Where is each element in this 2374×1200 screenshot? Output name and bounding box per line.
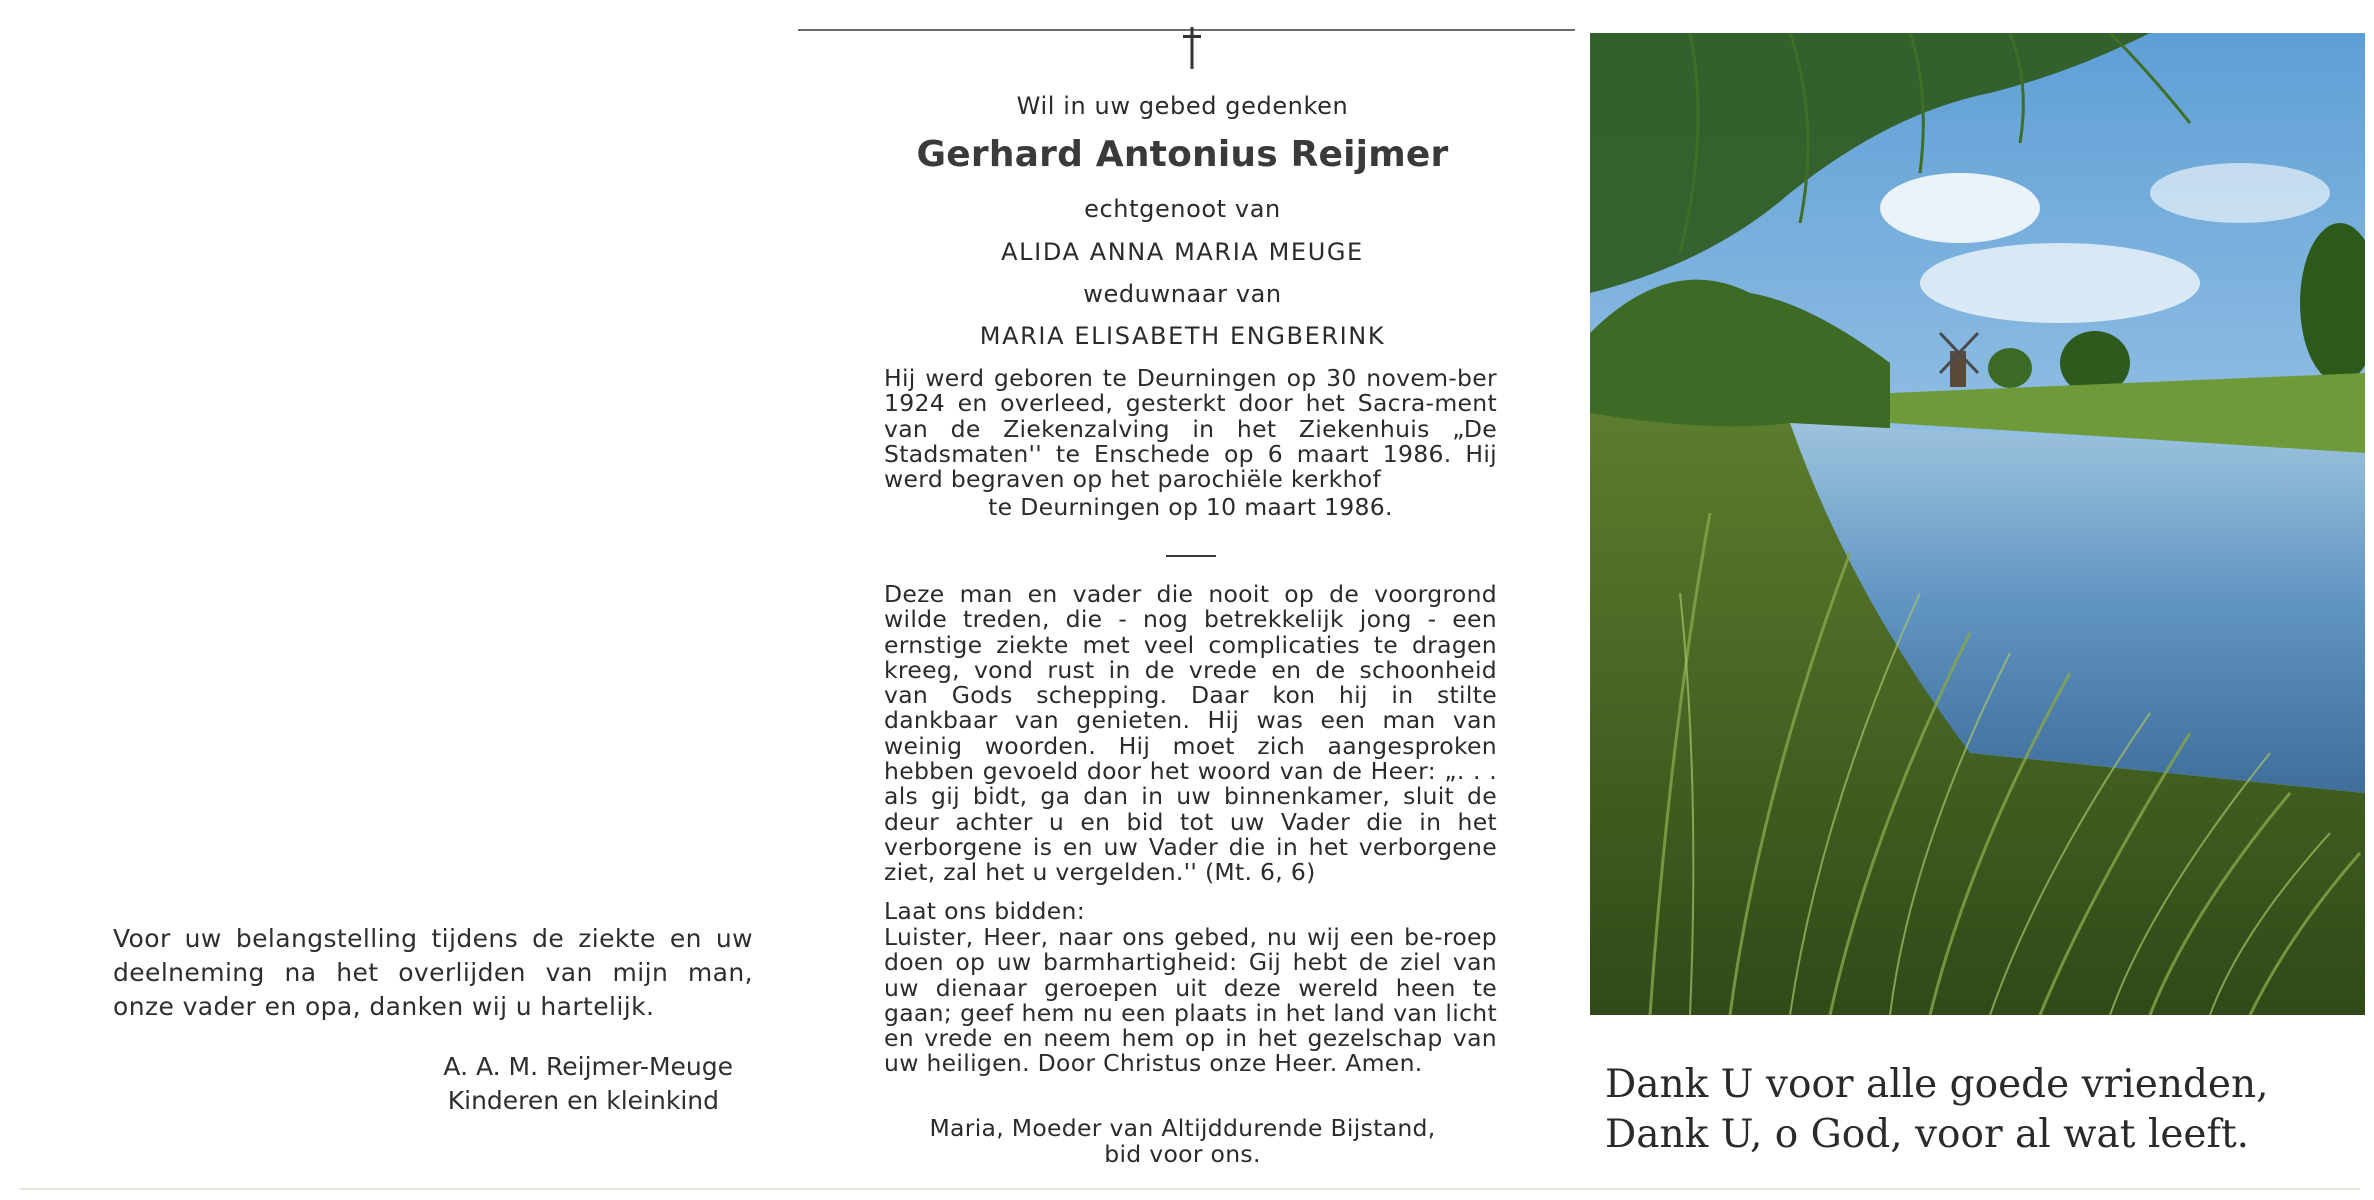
invocation-line-1: Maria, Moeder van Altijddurende Bijstand, [929,1114,1436,1142]
signature-family: Kinderen en kleinkind [447,1086,719,1115]
signature-block [300,1050,733,1118]
reflection-text: Deze man en vader die nooit op de voorgrond wilde treden, die - nog betrekkelijk jong - een ernstige ziekte met veel complicaties te dragen kreeg, vond rust in de vrede en de schoonheid van Gods schepping. Daar kon hij in stilte dankbaar van genieten. Hij was een man van weinig woorden. Hij moet zich aangesproken hebben gevoeld door het woord van de Heer: „. . . als gij bidt, ga dan in uw binnenkamer, sluit de deur achter u en bid tot uw Vader die in het verborgene is en uw Vader die in het verborgene ziet, zal het u vergelden.'' (Mt. 6, 6) [884,580,1497,887]
thank-you-panel [0,0,790,1200]
widower-label: weduwnaar van [1083,280,1282,308]
spouse-label: echtgenoot van [1084,195,1281,223]
divider [1166,555,1216,557]
signature-name: A. A. M. Reijmer-Meuge [443,1052,733,1081]
cross-icon [1182,25,1202,71]
invocation-line-2: bid voor ons. [1104,1140,1261,1168]
landscape-photo [1590,33,2365,1015]
caption-line-2: Dank U, o God, voor al wat leeft. [1605,1112,2250,1157]
memorial-text-panel [790,0,1575,1200]
prayer-title: Laat ons bidden: [884,897,1085,925]
biography-text: Hij werd geboren te Deurningen op 30 novem-ber 1924 en overleed, gesterkt door het Sacra-ment van de Ziekenzalving in het Ziekenhuis „De Stadsmaten'' te Enschede op 6 maart 1986. Hij werd begraven op het parochiële kerkhof [884,364,1497,494]
biography-last-line: te Deurningen op 10 maart 1986. [988,493,1393,521]
intro-line: Wil in uw gebed gedenken [1016,92,1349,120]
deceased-name: Gerhard Antonius Reijmer [916,134,1449,175]
thank-you-text: Voor uw belangstelling tijdens de ziekte en uw deelneming na het overlijden van mijn man, onze vader en opa, danken wij u hartelijk. [113,924,753,1021]
spouse-name: ALIDA ANNA MARIA MEUGE [1001,238,1364,266]
prayer-text: Luister, Heer, naar ons gebed, nu wij een be-roep doen op uw barmhartigheid: Gij hebt de ziel van uw dienaar geroepen uit deze wereld heen te gaan; geef hem nu een plaats in het land van licht en vrede en neem hem op in het gezelschap van uw heiligen. Door Christus onze Heer. Amen. [884,923,1497,1078]
widower-name: MARIA ELISABETH ENGBERINK [979,322,1386,350]
photo-panel [1575,0,2374,1200]
caption-line-1: Dank U voor alle goede vrienden, [1605,1062,2269,1107]
photo-caption [1605,1060,2305,1160]
